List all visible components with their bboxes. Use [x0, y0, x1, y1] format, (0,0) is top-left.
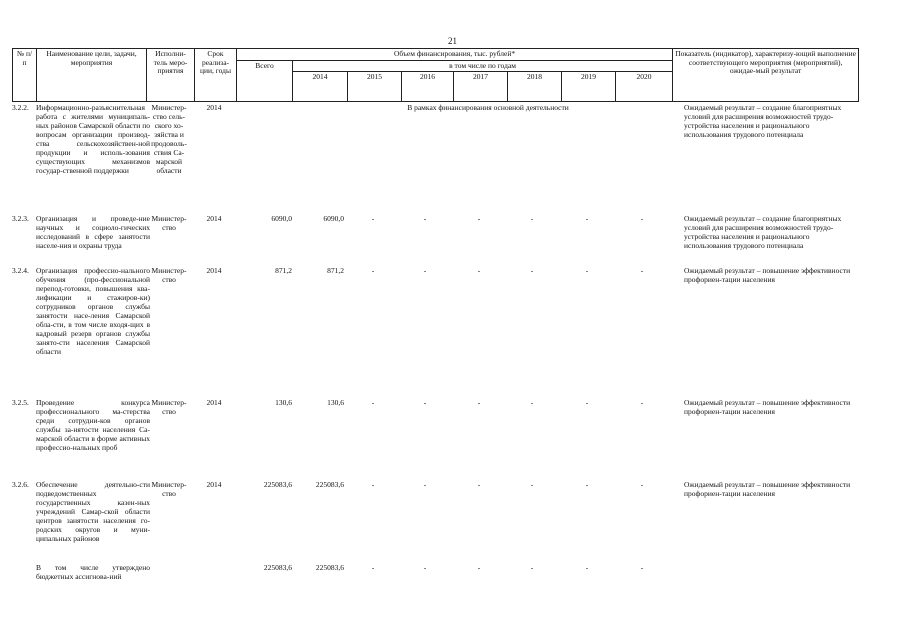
row-2014: 225083,6 [315, 563, 344, 572]
row-number: 3.2.4. [12, 266, 29, 275]
row-2016: - [423, 480, 427, 489]
row-executor: Министер-ство [151, 398, 187, 416]
row-2018: - [530, 398, 534, 407]
row-number: 3.2.2. [12, 103, 29, 112]
row-number: 3.2.3. [12, 214, 29, 223]
row-indicator: Ожидаемый результат – повышение эффективности профориен-тации населения [684, 480, 851, 498]
header-funding: Объем финансирования, тыс. рублей* [237, 49, 673, 61]
row-indicator: Ожидаемый результат – создание благоприятных условий для расширения возможностей трудо-устройства населения и рационального использования трудового потенциала [684, 103, 842, 139]
row-2019: - [585, 398, 589, 407]
row-total: 225083,6 [263, 480, 292, 489]
row-total: 225083,6 [263, 563, 292, 572]
row-name: Обеспечение деятельно-сти подведомственных государственных казен-ных учреждений Самар-ской области центров занятости населения го-родских округов и муни-ципальных районов [36, 480, 150, 543]
row-total: 6090,0 [271, 214, 292, 223]
row-2016: - [423, 214, 427, 223]
row-2020: - [640, 563, 644, 572]
row-2015: - [371, 563, 375, 572]
row-name: Организация и проведе-ние научных и социоло-гических исследований в сфере занятости населе-ния и охраны труда [36, 214, 150, 250]
row-indicator: Ожидаемый результат – повышение эффективности профориен-тации населения [684, 266, 851, 284]
row-total: 871,2 [275, 266, 292, 275]
row-2018: - [530, 480, 534, 489]
row-name: Организация профессио-нального обучения (про-фессиональной перепод-готовки, повышения ква-лификации и стажиров-ки) сотрудников органов службы занятости насе-ления Самарской обла-сти, в том числе входя-щих в кадровый резерв органов службы занято-сти населения Самарской области [36, 266, 150, 356]
row-executor: Министер-ство [151, 214, 187, 232]
header-by-years: в том числе по годам [293, 60, 673, 72]
page-number: 21 [448, 36, 457, 46]
row-term: 2014 [206, 398, 222, 407]
row-name: В том числе утвержденo бюджетных ассигнова-ний [36, 563, 150, 581]
row-2020: - [640, 214, 644, 223]
row-2014: 871,2 [327, 266, 344, 275]
header-year: 2018 [508, 72, 562, 102]
row-term: 2014 [206, 214, 222, 223]
row-2015: - [371, 398, 375, 407]
row-2017: - [477, 563, 481, 572]
header-name: Наименование цели, задачи, мероприятия [37, 49, 147, 102]
row-indicator: Ожидаемый результат – повышение эффективности профориен-тации населения [684, 398, 851, 416]
row-2020: - [640, 266, 644, 275]
row-2014: 130,6 [327, 398, 344, 407]
header-executor: Исполни-тель меро-приятия [147, 49, 195, 102]
header-indicator: Показатель (индикатор), характеризу-ющий выполнение соответствующего мероприятия (мероприятий), ожидае-мый результат [673, 49, 859, 102]
table-header [12, 48, 859, 102]
header-year: 2016 [402, 72, 454, 102]
row-2015: - [371, 480, 375, 489]
row-name: Информационно-разъяснительная работа с жителями муниципаль-ных районов Самарской области по вопросам организации производ-ства сельскохозяйствен-ной продукции и исполь-зования существующих механизмов государ-ственной поддержки [36, 103, 150, 175]
row-2018: - [530, 266, 534, 275]
row-executor: Министер-ство сель-ского хо-зяйства и продоволь-ствия Са-марской области [151, 103, 187, 175]
row-2019: - [585, 480, 589, 489]
header-num: № п/п [13, 49, 37, 102]
header-year: 2019 [562, 72, 616, 102]
row-2016: - [423, 563, 427, 572]
row-name: Проведение конкурса профессионального ма-стерства среди сотрудни-ков органов службы за-нятости населения Са-марской области в форме активных профессио-нальных проб [36, 398, 150, 452]
row-2017: - [477, 266, 481, 275]
row-2015: - [371, 214, 375, 223]
row-2015: - [371, 266, 375, 275]
row-2019: - [585, 214, 589, 223]
row-2017: - [477, 398, 481, 407]
row-2017: - [477, 214, 481, 223]
row-2018: - [530, 563, 534, 572]
row-number: 3.2.5. [12, 398, 29, 407]
row-funding-note: В рамках финансирования основной деятельности [407, 103, 569, 112]
row-term: 2014 [206, 266, 222, 275]
header-year: 2020 [616, 72, 673, 102]
row-2014: 225083,6 [315, 480, 344, 489]
row-2019: - [585, 563, 589, 572]
row-2018: - [530, 214, 534, 223]
row-2014: 6090,0 [323, 214, 344, 223]
header-term: Срок реализа-ции, годы [195, 49, 237, 102]
row-2019: - [585, 266, 589, 275]
header-year: 2015 [348, 72, 402, 102]
row-2016: - [423, 398, 427, 407]
row-2016: - [423, 266, 427, 275]
row-number: 3.2.6. [12, 480, 29, 489]
row-2020: - [640, 398, 644, 407]
row-term: 2014 [206, 103, 222, 112]
row-indicator: Ожидаемый результат – создание благоприятных условий для расширения возможностей трудо-устройства населения и рационального использования трудового потенциала [684, 214, 842, 250]
header-year: 2017 [454, 72, 508, 102]
row-executor: Министер-ство [151, 480, 187, 498]
header-year: 2014 [293, 72, 348, 102]
row-executor: Министер-ство [151, 266, 187, 284]
row-term: 2014 [206, 480, 222, 489]
row-2020: - [640, 480, 644, 489]
header-total: Всего [237, 60, 293, 102]
row-2017: - [477, 480, 481, 489]
row-total: 130,6 [275, 398, 292, 407]
